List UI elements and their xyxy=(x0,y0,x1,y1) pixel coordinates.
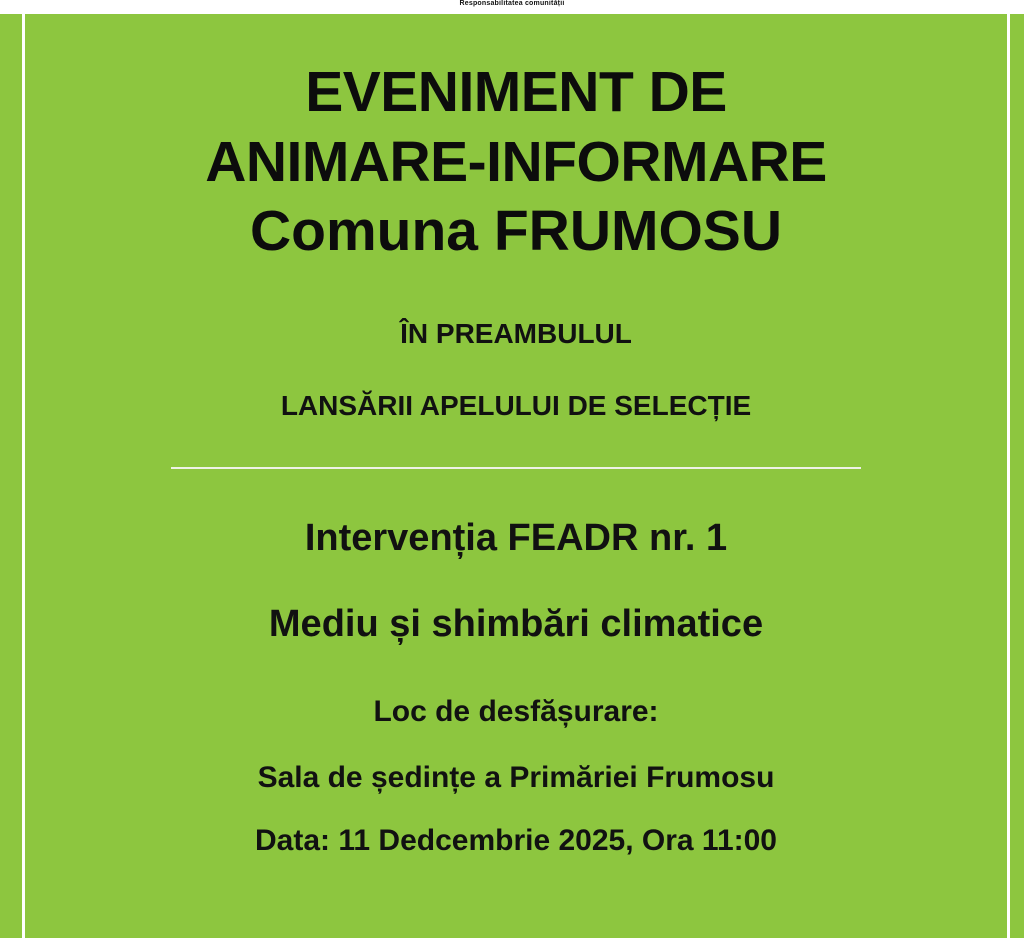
poster-content xyxy=(25,14,1007,938)
section-divider xyxy=(171,467,861,469)
location-block xyxy=(25,695,1007,859)
frame-border-right xyxy=(1007,0,1010,938)
poster-title-block xyxy=(25,58,1007,267)
intervention-number: Intervenția FEADR nr. 1 xyxy=(304,517,728,560)
intervention-theme: Mediu și shimbări climatice xyxy=(268,602,764,645)
intervention-block xyxy=(25,517,1007,646)
location-label: Loc de desfășurare: xyxy=(373,694,659,728)
location-datetime: Data: 11 Dedcembrie 2025, Ora 11:00 xyxy=(255,823,777,857)
subtitle-line-1: ÎN PREAMBULUL xyxy=(400,317,632,349)
subtitle-line-2: LANSĂRII APELULUI DE SELECȚIE xyxy=(280,390,752,422)
top-caption-text: Responsabilitatea comunității xyxy=(459,0,565,7)
location-venue: Sala de ședințe a Primăriei Frumosu xyxy=(257,761,775,795)
title-line-2: ANIMARE-INFORMARE xyxy=(205,129,827,194)
title-line-1: EVENIMENT DE xyxy=(305,60,727,124)
poster-subtitle-block xyxy=(25,319,1007,423)
title-line-3: Comuna FRUMOSU xyxy=(250,199,782,264)
